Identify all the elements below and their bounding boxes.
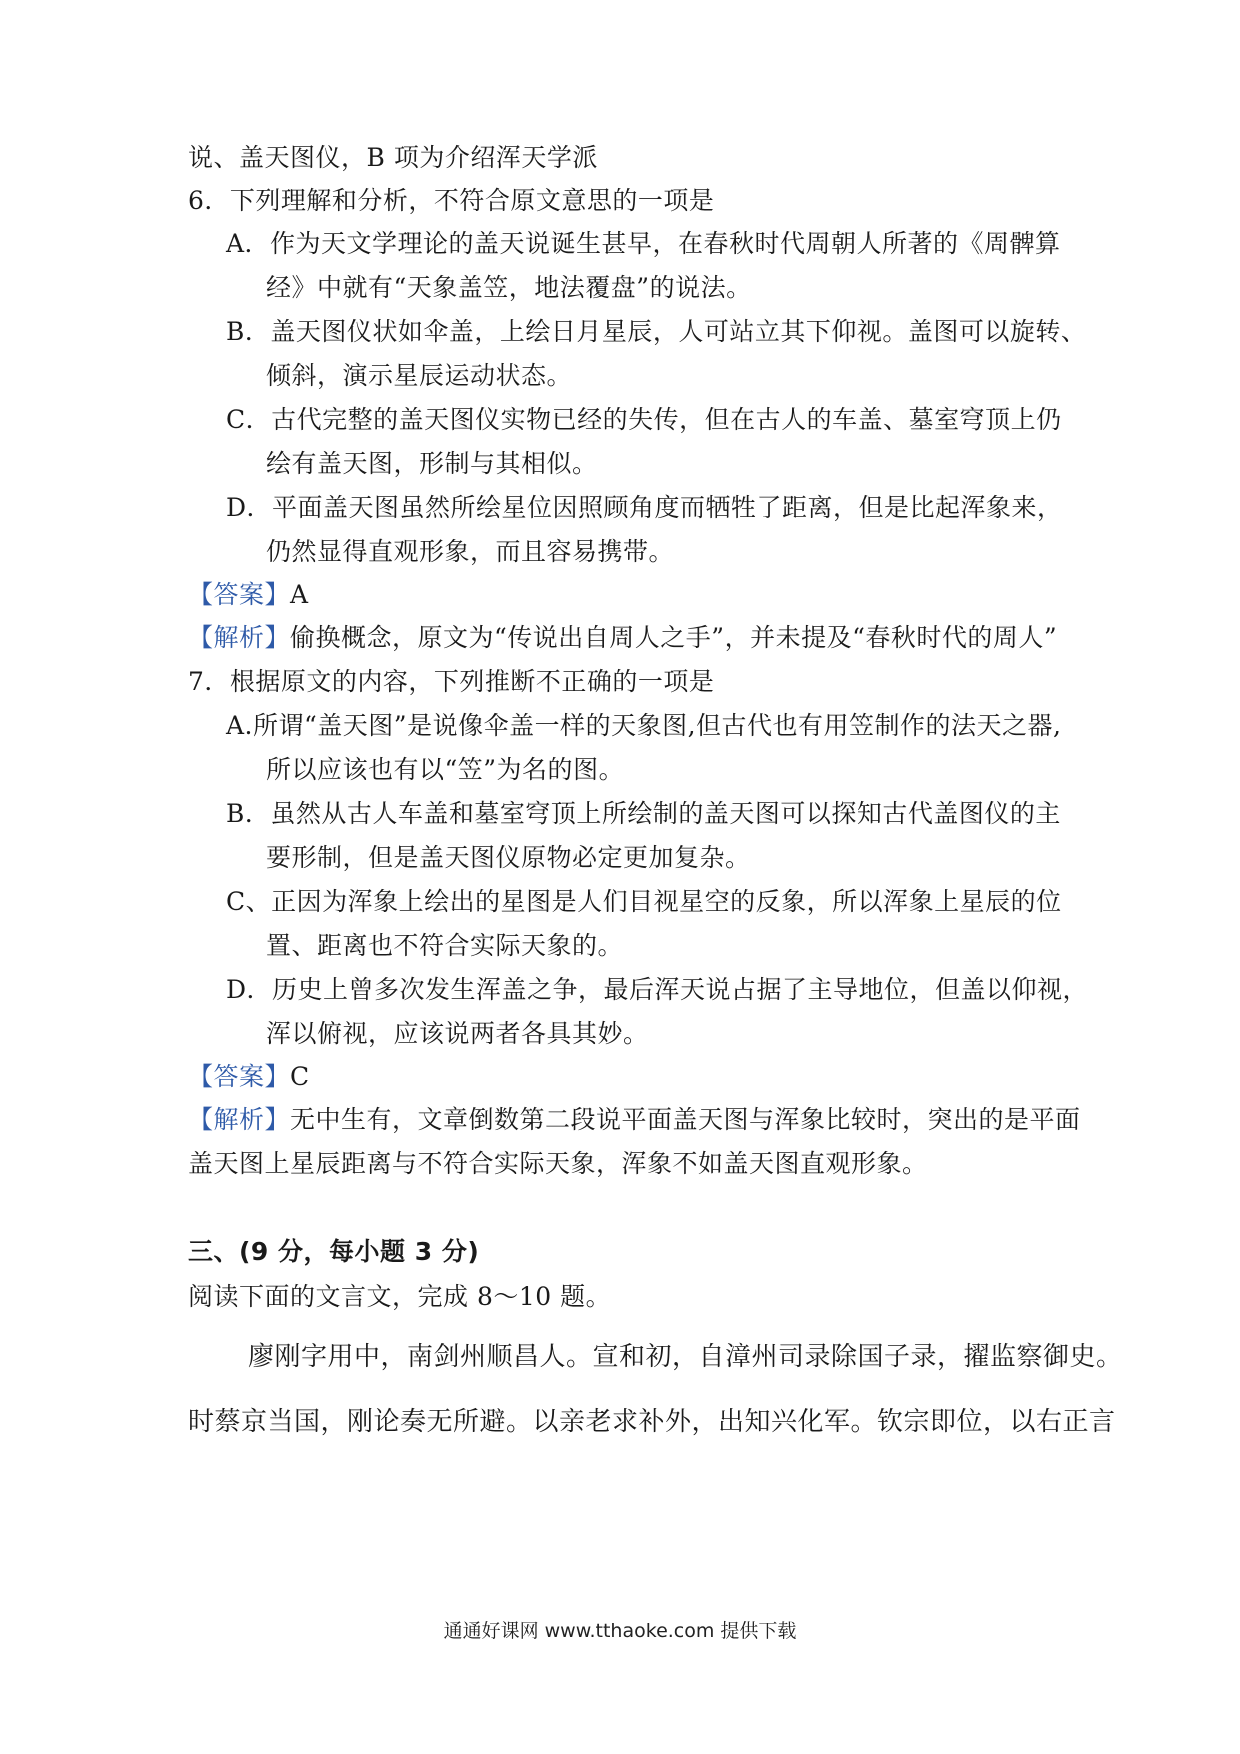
q7-analysis-line2: 盖天图上星辰距离与不符合实际天象，浑象不如盖天图直观形象。	[188, 1149, 928, 1178]
q6-option-c-line2: 绘有盖天图，形制与其相似。	[266, 449, 598, 478]
q6-option-a-line1: A．作为天文学理论的盖天说诞生甚早，在春秋时代周朝人所著的《周髀算	[226, 229, 1061, 258]
section-3-instruction: 阅读下面的文言文，完成 8～10 题。	[188, 1282, 612, 1311]
question-7-stem: 7．根据原文的内容，下列推断不正确的一项是	[188, 667, 715, 696]
answer-tag: 【答案】	[188, 580, 291, 609]
intro-line: 说、盖天图仪，B 项为介绍浑天学派	[188, 143, 598, 172]
answer-tag: 【答案】	[188, 1062, 291, 1091]
q6-analysis: 偷换概念，原文为“传说出自周人之手”，并未提及“春秋时代的周人”	[290, 623, 1058, 652]
q6-option-b-line2: 倾斜，演示星辰运动状态。	[266, 361, 573, 390]
analysis-tag: 【解析】	[188, 1105, 291, 1134]
q6-option-d-line1: D．平面盖天图虽然所绘星位因照顾角度而牺牲了距离，但是比起浑象来，	[226, 493, 1063, 522]
section-3-heading: 三、(9 分，每小题 3 分)	[188, 1237, 480, 1266]
q7-option-c-line2: 置、距离也不符合实际天象的。	[266, 931, 624, 960]
q7-option-d-line2: 浑以俯视，应该说两者各具其妙。	[266, 1019, 649, 1048]
passage-line-1: 廖刚字用中，南剑州顺昌人。宣和初，自漳州司录除国子录，擢监察御史。	[248, 1342, 1123, 1372]
q7-answer-line	[188, 1059, 310, 1095]
q7-answer: C	[290, 1062, 310, 1091]
q7-option-c-line1: C、正因为浑象上绘出的星图是人们目视星空的反象，所以浑象上星辰的位	[226, 887, 1062, 916]
q7-option-b-line1: B．虽然从古人车盖和墓室穹顶上所绘制的盖天图可以探知古代盖图仪的主	[226, 799, 1061, 828]
q7-option-a-line2: 所以应该也有以“笠”为名的图。	[266, 755, 625, 784]
question-6-stem: 6．下列理解和分析，不符合原文意思的一项是	[188, 186, 715, 215]
q7-analysis-line1	[188, 1102, 1081, 1138]
q6-answer-line	[188, 577, 309, 613]
q6-option-d-line2: 仍然显得直观形象，而且容易携带。	[266, 537, 675, 566]
analysis-tag: 【解析】	[188, 623, 291, 652]
q6-answer: A	[290, 580, 309, 609]
q7-option-b-line2: 要形制，但是盖天图仪原物必定更加复杂。	[266, 843, 751, 872]
q6-option-b-line1: B．盖天图仪状如伞盖，上绘日月星辰，人可站立其下仰视。盖图可以旋转、	[226, 317, 1087, 346]
q7-option-d-line1: D．历史上曾多次发生浑盖之争，最后浑天说占据了主导地位，但盖以仰视，	[226, 975, 1089, 1004]
q7-option-a-line1: A.所谓“盖天图”是说像伞盖一样的天象图,但古代也有用笠制作的法天之器,	[226, 711, 1062, 740]
page-footer: 通通好课网 www.tthaoke.com 提供下载	[443, 1620, 797, 1642]
passage-line-2: 时蔡京当国，刚论奏无所避。以亲老求补外，出知兴化军。钦宗即位，以右正言	[188, 1407, 1116, 1437]
q6-option-a-line2: 经》中就有“天象盖笠，地法覆盘”的说法。	[266, 273, 752, 302]
q7-analysis-text: 无中生有，文章倒数第二段说平面盖天图与浑象比较时，突出的是平面	[290, 1105, 1081, 1134]
q6-analysis-line	[188, 620, 1057, 656]
q6-option-c-line1: C．古代完整的盖天图仪实物已经的失传，但在古人的车盖、墓室穹顶上仍	[226, 405, 1062, 434]
